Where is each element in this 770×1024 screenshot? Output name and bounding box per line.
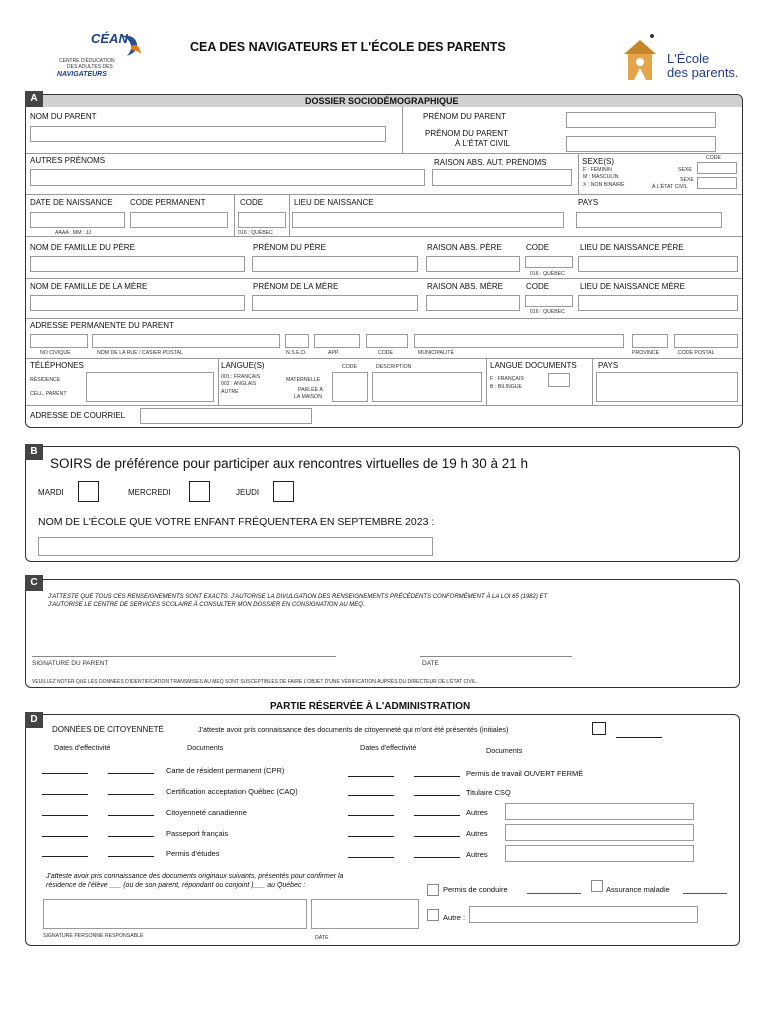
field-addr-cp[interactable] bbox=[674, 334, 738, 348]
attest-text-2: J'AUTORISE LE CENTRE DE SERVICES SCOLAIRE À CONSULTER MON DOSSIER EN CONSIGNATION AU MEQ. bbox=[48, 602, 365, 608]
addr-cp: CODE POSTAL bbox=[678, 350, 715, 356]
field-addr-prov[interactable] bbox=[632, 334, 668, 348]
doc-caq: Certification acceptation Québec (CAQ) bbox=[166, 787, 298, 796]
label-langues: LANGUE(S) bbox=[221, 361, 265, 370]
attest-originaux-1: J'atteste avoir pris connaissance des documents originaux suivants, présentés pour confirmer la bbox=[46, 873, 344, 880]
label-sexe-code: CODE bbox=[706, 155, 721, 161]
doc-citoyennete: Citoyenneté canadienne bbox=[166, 808, 247, 817]
divider bbox=[26, 318, 742, 319]
addr-nseo: N.S.E.O. bbox=[286, 350, 307, 356]
label-pays: PAYS bbox=[578, 198, 599, 207]
field-sexe[interactable] bbox=[697, 162, 737, 174]
label-permis-conduire: Permis de conduire bbox=[443, 885, 508, 894]
checkbox-initiales[interactable] bbox=[592, 722, 606, 735]
ecole-logo-line1: L'École bbox=[667, 51, 710, 66]
field-lang-code[interactable] bbox=[332, 372, 368, 402]
divider bbox=[26, 153, 742, 154]
date-line[interactable] bbox=[414, 795, 460, 796]
date-line[interactable] bbox=[348, 795, 394, 796]
date-line[interactable] bbox=[348, 836, 394, 837]
attest-citoyennete: J'atteste avoir pris connaissance des documents de citoyenneté qui m'ont été présentés (initiales) bbox=[198, 725, 509, 734]
field-addr-mun[interactable] bbox=[414, 334, 624, 348]
field-langue-docs[interactable] bbox=[548, 373, 570, 387]
section-a-title: DOSSIER SOCIODÉMOGRAPHIQUE bbox=[305, 96, 459, 106]
checkbox-permis-conduire[interactable] bbox=[427, 884, 439, 896]
doc-cpr: Carte de résident permanent (CPR) bbox=[166, 766, 285, 775]
divider bbox=[234, 194, 235, 236]
label-dates-eff-2: Dates d'effectivité bbox=[360, 743, 417, 752]
permis-line[interactable] bbox=[527, 893, 581, 894]
label-raison-pere: RAISON ABS. PÈRE bbox=[427, 243, 502, 252]
quebec-code-pere: 016 : QUÉBEC bbox=[530, 271, 565, 277]
field-autres-2[interactable] bbox=[505, 824, 694, 841]
field-code-pere[interactable] bbox=[525, 256, 573, 268]
date-line[interactable] bbox=[414, 836, 460, 837]
field-raison-mere[interactable] bbox=[426, 295, 520, 311]
divider bbox=[402, 107, 403, 153]
divider bbox=[26, 358, 742, 359]
date-line[interactable] bbox=[414, 857, 460, 858]
doc-permis-etudes: Permis d'études bbox=[166, 849, 220, 858]
label-date: DATE bbox=[422, 660, 439, 667]
field-autres-3[interactable] bbox=[505, 845, 694, 862]
ecole-parents-logo bbox=[622, 30, 742, 86]
sexe-f: F : FÉMININ bbox=[583, 167, 612, 173]
date-line[interactable] bbox=[42, 836, 88, 837]
addr-mun: MUNICIPALITÉ bbox=[418, 350, 454, 356]
date-line[interactable] bbox=[42, 794, 88, 795]
section-b-badge: B bbox=[25, 444, 43, 460]
quebec-code: 016 : QUÉBEC bbox=[238, 230, 273, 236]
field-lieu-mere[interactable] bbox=[578, 295, 738, 311]
section-a-badge: A bbox=[25, 91, 43, 107]
sexe-x: X : NON BINAIRE bbox=[583, 182, 625, 188]
label-lieu-naissance: LIEU DE NAISSANCE bbox=[294, 198, 374, 207]
divider bbox=[26, 236, 742, 237]
label-adresse: ADRESSE PERMANENTE DU PARENT bbox=[30, 321, 174, 330]
date-line[interactable] bbox=[414, 815, 460, 816]
field-date-resp[interactable] bbox=[311, 899, 419, 929]
label-lang-code: CODE bbox=[342, 364, 357, 370]
assurance-line[interactable] bbox=[683, 893, 727, 894]
label-prenom-parent: PRÉNOM DU PARENT bbox=[423, 112, 506, 121]
label-autres-prenoms: AUTRES PRÉNOMS bbox=[30, 156, 106, 165]
field-pays-2[interactable] bbox=[596, 372, 738, 402]
label-nom-mere: NOM DE FAMILLE DE LA MÈRE bbox=[30, 282, 148, 291]
label-residence: RÉSIDENCE bbox=[30, 377, 61, 383]
date-line[interactable] bbox=[42, 856, 88, 857]
field-prenom-mere[interactable] bbox=[252, 295, 418, 311]
date-line[interactable] bbox=[108, 836, 154, 837]
label-autre: Autre : bbox=[443, 913, 466, 922]
field-nom-mere[interactable] bbox=[30, 295, 245, 311]
doc-autres-2: Autres bbox=[466, 829, 488, 838]
label-prenom-mere: PRÉNOM DE LA MÈRE bbox=[253, 282, 339, 291]
label-telephones: TÉLÉPHONES bbox=[30, 361, 84, 370]
label-langue-docs: LANGUE DOCUMENTS bbox=[490, 361, 577, 370]
divider bbox=[289, 194, 290, 236]
label-date-naissance: DATE DE NAISSANCE bbox=[30, 198, 113, 207]
label-code-mere: CODE bbox=[526, 282, 550, 291]
label-cell: CELL. PARENT bbox=[30, 391, 67, 397]
ecole-parents-figure-icon bbox=[622, 30, 662, 86]
field-prenom-civil[interactable] bbox=[566, 136, 716, 152]
divider bbox=[578, 153, 579, 194]
label-mardi: MARDI bbox=[38, 488, 64, 497]
field-nom-pere[interactable] bbox=[30, 256, 245, 272]
label-raison-abs: RAISON ABS. AUT. PRÉNOMS bbox=[434, 158, 547, 167]
divider bbox=[218, 358, 219, 405]
date-format: AAAA : MM : JJ bbox=[55, 230, 92, 236]
divider bbox=[486, 358, 487, 405]
doc-permis-travail: Permis de travail OUVERT FERMÉ bbox=[466, 769, 584, 778]
quebec-code-mere: 016 : QUÉBEC bbox=[530, 309, 565, 315]
docs-f: F : FRANÇAIS bbox=[490, 376, 524, 382]
label-sexe-civil-2: À L'ÉTAT CIVIL bbox=[652, 184, 688, 190]
addr-rue: NOM DE LA RUE / CASIER POSTAL bbox=[97, 350, 183, 356]
field-code-naissance[interactable] bbox=[238, 212, 286, 228]
label-signature: SIGNATURE DU PARENT bbox=[32, 660, 109, 667]
label-date-resp: DATE bbox=[315, 935, 329, 941]
field-raison-abs[interactable] bbox=[432, 169, 572, 186]
label-pays-2: PAYS bbox=[598, 361, 619, 370]
label-prenom-civil-1: PRÉNOM DU PARENT bbox=[425, 129, 508, 138]
page-title: CEA DES NAVIGATEURS ET L'ÉCOLE DES PARENTS bbox=[190, 40, 506, 54]
label-raison-mere: RAISON ABS. MÈRE bbox=[427, 282, 504, 291]
field-courriel[interactable] bbox=[140, 408, 312, 424]
lang-001: 001 : FRANÇAIS bbox=[221, 374, 261, 380]
label-citoyennete: DONNÉES DE CITOYENNETÉ bbox=[52, 725, 164, 734]
field-addr-no[interactable] bbox=[30, 334, 88, 348]
date-line[interactable] bbox=[108, 773, 154, 774]
label-prenom-pere: PRÉNOM DU PÈRE bbox=[253, 243, 326, 252]
label-documents-2: Documents bbox=[486, 746, 523, 755]
field-pays[interactable] bbox=[576, 212, 722, 228]
checkbox-mardi[interactable] bbox=[78, 481, 99, 502]
label-parlee-1: PARLÉE À bbox=[298, 387, 323, 393]
label-dates-eff-1: Dates d'effectivité bbox=[54, 743, 111, 752]
field-telephone[interactable] bbox=[86, 372, 214, 402]
checkbox-jeudi[interactable] bbox=[273, 481, 294, 502]
checkbox-mercredi[interactable] bbox=[189, 481, 210, 502]
label-lieu-mere: LIEU DE NAISSANCE MÈRE bbox=[580, 282, 685, 291]
field-ecole[interactable] bbox=[38, 537, 433, 556]
field-raison-pere[interactable] bbox=[426, 256, 520, 272]
field-autres-prenoms[interactable] bbox=[30, 169, 425, 186]
field-lieu-naissance[interactable] bbox=[292, 212, 564, 228]
date-line[interactable] bbox=[42, 773, 88, 774]
date-line[interactable] bbox=[348, 776, 394, 777]
cean-logo-line1: CENTRE D'ÉDUCATION bbox=[59, 58, 115, 64]
field-autres-1[interactable] bbox=[505, 803, 694, 820]
cean-logo bbox=[55, 30, 145, 82]
attest-text-1: J'ATTESTE QUE TOUS CES RENSEIGNEMENTS SONT EXACTS. J'AUTORISE LA DIVULGATION DES RENSEIGNEMENTS PRÉCÉDENTS CONFORMÉMENT À LA LOI 65 (1982) ET bbox=[48, 594, 548, 600]
divider bbox=[26, 278, 742, 279]
addr-app: APP. bbox=[328, 350, 340, 356]
label-maternelle: MATERNELLE bbox=[286, 377, 321, 383]
date-line[interactable] bbox=[108, 856, 154, 857]
addr-code: CODE bbox=[378, 350, 393, 356]
label-parlee-2: LA MAISON bbox=[294, 394, 322, 400]
date-line[interactable] bbox=[108, 794, 154, 795]
field-date-naissance[interactable] bbox=[30, 212, 125, 228]
lang-002: 002 : ANGLAIS bbox=[221, 381, 257, 387]
label-code-permanent: CODE PERMANENT bbox=[130, 198, 206, 207]
field-nom-parent[interactable] bbox=[30, 126, 386, 142]
field-autre[interactable] bbox=[469, 906, 698, 923]
sexe-m: M : MASCULIN bbox=[583, 174, 619, 180]
addr-prov: PROVINCE bbox=[632, 350, 660, 356]
label-code-pere: CODE bbox=[526, 243, 550, 252]
signature-line[interactable] bbox=[32, 656, 336, 657]
section-c-badge: C bbox=[25, 575, 43, 591]
checkbox-assurance[interactable] bbox=[591, 880, 603, 892]
label-mercredi: MERCREDI bbox=[128, 488, 171, 497]
attest-originaux-2: résidence de l'élève ___ (ou de son parent, répondant ou conjoint )___ au Québec : bbox=[46, 882, 306, 889]
divider bbox=[592, 358, 593, 405]
section-b-title: SOIRS de préférence pour participer aux rencontres virtuelles de 19 h 30 à 21 h bbox=[50, 456, 529, 471]
label-nom-pere: NOM DE FAMILLE DU PÈRE bbox=[30, 243, 135, 252]
doc-passeport: Passeport français bbox=[166, 829, 229, 838]
label-jeudi: JEUDI bbox=[236, 488, 260, 497]
cean-logo-brand: CÉAN bbox=[91, 31, 128, 46]
addr-no: NO CIVIQUE bbox=[40, 350, 71, 356]
field-lang-desc[interactable] bbox=[372, 372, 482, 402]
label-signature-resp: SIGNATURE PERSONNE RESPONSABLE bbox=[43, 933, 144, 939]
field-lieu-pere[interactable] bbox=[578, 256, 738, 272]
label-sexe-field: SEXE bbox=[678, 167, 692, 173]
divider bbox=[26, 194, 742, 195]
doc-autres-1: Autres bbox=[466, 808, 488, 817]
date-line[interactable] bbox=[348, 857, 394, 858]
label-prenom-civil-2: À L'ÉTAT CIVIL bbox=[455, 139, 510, 148]
field-signature-resp[interactable] bbox=[43, 899, 307, 929]
label-documents-1: Documents bbox=[187, 743, 224, 752]
note-text: VEUILLEZ NOTER QUE LES DONNÉES D'IDENTIFICATION TRANSMISES AU MEQ SONT SUSCEPTIBLES DE FAIRE L'OBJET D'UNE VÉRIFICATION AUPRÈS DU DIRECTEUR DE L'ÉTAT CIVIL. bbox=[32, 679, 478, 685]
label-sexe: SEXE(S) bbox=[582, 157, 615, 166]
field-prenom-pere[interactable] bbox=[252, 256, 418, 272]
field-addr-app[interactable] bbox=[314, 334, 360, 348]
field-code-mere[interactable] bbox=[525, 295, 573, 307]
doc-autres-3: Autres bbox=[466, 850, 488, 859]
field-sexe-civil[interactable] bbox=[697, 177, 737, 189]
cean-logo-line2: DES ADULTES DES bbox=[67, 64, 113, 70]
ecole-logo-line2: des parents. bbox=[667, 65, 739, 80]
doc-csq: Titulaire CSQ bbox=[466, 788, 511, 797]
field-addr-nseo[interactable] bbox=[285, 334, 309, 348]
label-lang-desc: DESCRIPTION bbox=[376, 364, 412, 370]
label-assurance: Assurance maladie bbox=[606, 885, 670, 894]
label-lieu-pere: LIEU DE NAISSANCE PÈRE bbox=[580, 243, 684, 252]
field-prenom-parent[interactable] bbox=[566, 112, 716, 128]
date-line[interactable] bbox=[420, 656, 572, 657]
cean-logo-line3: NAVIGATEURS bbox=[57, 71, 107, 78]
label-ecole: NOM DE L'ÉCOLE QUE VOTRE ENFANT FRÉQUENTERA EN SEPTEMBRE 2023 : bbox=[38, 516, 435, 528]
label-code-naissance: CODE bbox=[240, 198, 264, 207]
checkbox-autre[interactable] bbox=[427, 909, 439, 921]
date-line[interactable] bbox=[42, 815, 88, 816]
field-addr-code[interactable] bbox=[366, 334, 408, 348]
date-line[interactable] bbox=[348, 815, 394, 816]
field-addr-rue[interactable] bbox=[92, 334, 280, 348]
field-code-permanent[interactable] bbox=[130, 212, 228, 228]
divider bbox=[26, 405, 742, 406]
lang-autre: AUTRE bbox=[221, 389, 239, 395]
initiales-line[interactable] bbox=[616, 737, 662, 738]
label-courriel: ADRESSE DE COURRIEL bbox=[30, 411, 126, 420]
date-line[interactable] bbox=[414, 776, 460, 777]
admin-heading: PARTIE RÉSERVÉE À L'ADMINISTRATION bbox=[270, 701, 471, 712]
date-line[interactable] bbox=[108, 815, 154, 816]
section-d-badge: D bbox=[25, 712, 43, 728]
label-nom-parent: NOM DU PARENT bbox=[30, 112, 97, 121]
cean-logo-swoosh bbox=[117, 32, 143, 58]
docs-b: B : BILINGUE bbox=[490, 384, 522, 390]
label-sexe-civil-1: SEXE bbox=[680, 177, 694, 183]
